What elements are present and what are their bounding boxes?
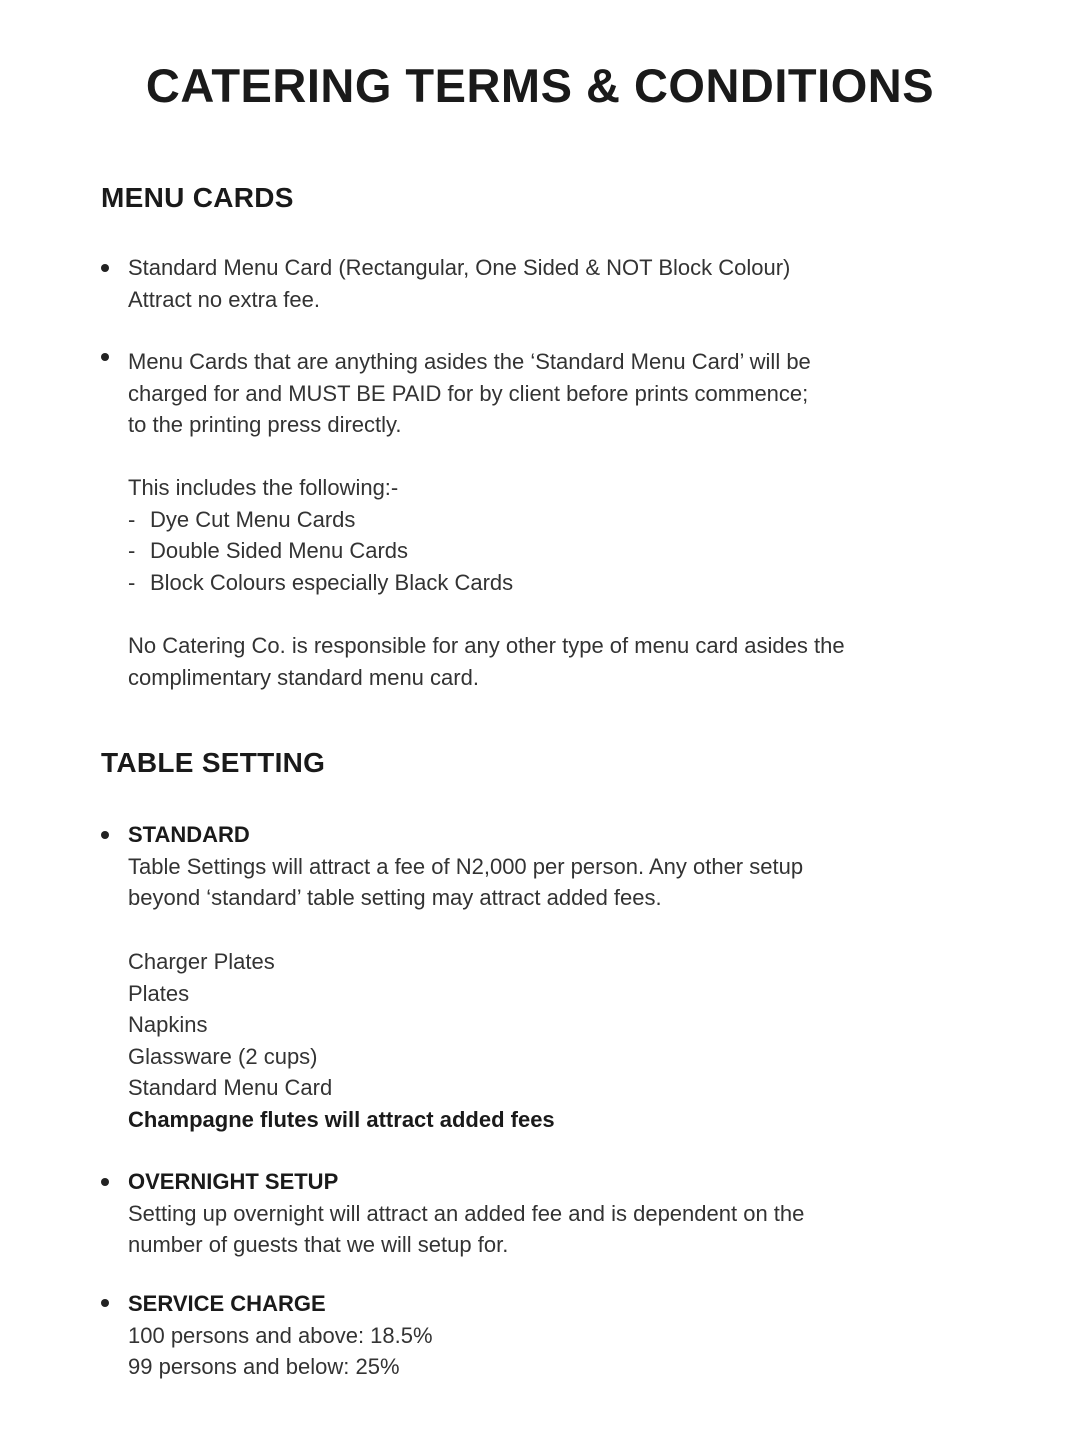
dash-icon: - [128, 569, 136, 595]
list-item: Plates [128, 980, 190, 1006]
list-item: Standard Menu Card [128, 1075, 333, 1100]
menu-card-note [128, 630, 845, 693]
text-line: Table Settings will attract a fee of N2,000 per person. Any other setup [128, 853, 804, 879]
text-line: Standard Menu Card (Rectangular, One Sided & NOT Block Colour) [128, 255, 791, 280]
text-line: complimentary standard menu card. [128, 664, 479, 690]
menu-card-includes [128, 472, 513, 598]
table-setting-service-charge [128, 1288, 433, 1383]
overnight-label: OVERNIGHT SETUP [128, 1169, 339, 1194]
text-line: Attract no extra fee. [128, 286, 320, 312]
text-line: 100 persons and above: 18.5% [128, 1322, 433, 1348]
section-heading-menu-cards: MENU CARDS [101, 182, 294, 213]
bullet-icon [101, 353, 109, 361]
dash-icon: - [128, 506, 136, 532]
bullet-icon [101, 264, 109, 272]
text-line: beyond ‘standard’ table setting may attract added fees. [128, 885, 662, 910]
list-item: Glassware (2 cups) [128, 1043, 318, 1069]
table-setting-items [128, 946, 555, 1135]
standard-label: STANDARD [128, 822, 250, 847]
dash-icon: - [128, 538, 136, 563]
text-line: 99 persons and below: 25% [128, 1354, 400, 1379]
section-heading-table-setting: TABLE SETTING [101, 747, 326, 778]
text-line: Menu Cards that are anything asides the ‘Standard Menu Card’ will be [128, 349, 811, 374]
list-item: - Double Sided Menu Cards [128, 535, 513, 567]
list-item: Napkins [128, 1012, 208, 1037]
list-item: - Dye Cut Menu Cards [128, 504, 513, 536]
service-charge-label: SERVICE CHARGE [128, 1291, 326, 1316]
champagne-note: Champagne flutes will attract added fees [128, 1106, 555, 1132]
text-line: charged for and MUST BE PAID for by client before prints commence; [128, 380, 809, 406]
table-setting-overnight [128, 1166, 804, 1261]
page-title: CATERING TERMS & CONDITIONS [145, 59, 935, 112]
bullet-icon [101, 1178, 109, 1186]
menu-card-other-text [128, 346, 811, 441]
text-line: number of guests that we will setup for. [128, 1232, 509, 1257]
bullet-icon [101, 1299, 109, 1307]
list-item: Charger Plates [128, 949, 275, 974]
text-line: to the printing press directly. [128, 412, 402, 437]
text-line: No Catering Co. is responsible for any other type of menu card asides the [128, 633, 845, 658]
bullet-icon [101, 831, 109, 839]
table-setting-standard [128, 819, 803, 914]
includes-label: This includes the following:- [128, 475, 399, 500]
list-item: - Block Colours especially Black Cards [128, 567, 513, 599]
text-line: Setting up overnight will attract an added fee and is dependent on the [128, 1200, 805, 1226]
menu-card-standard-text [128, 252, 790, 315]
